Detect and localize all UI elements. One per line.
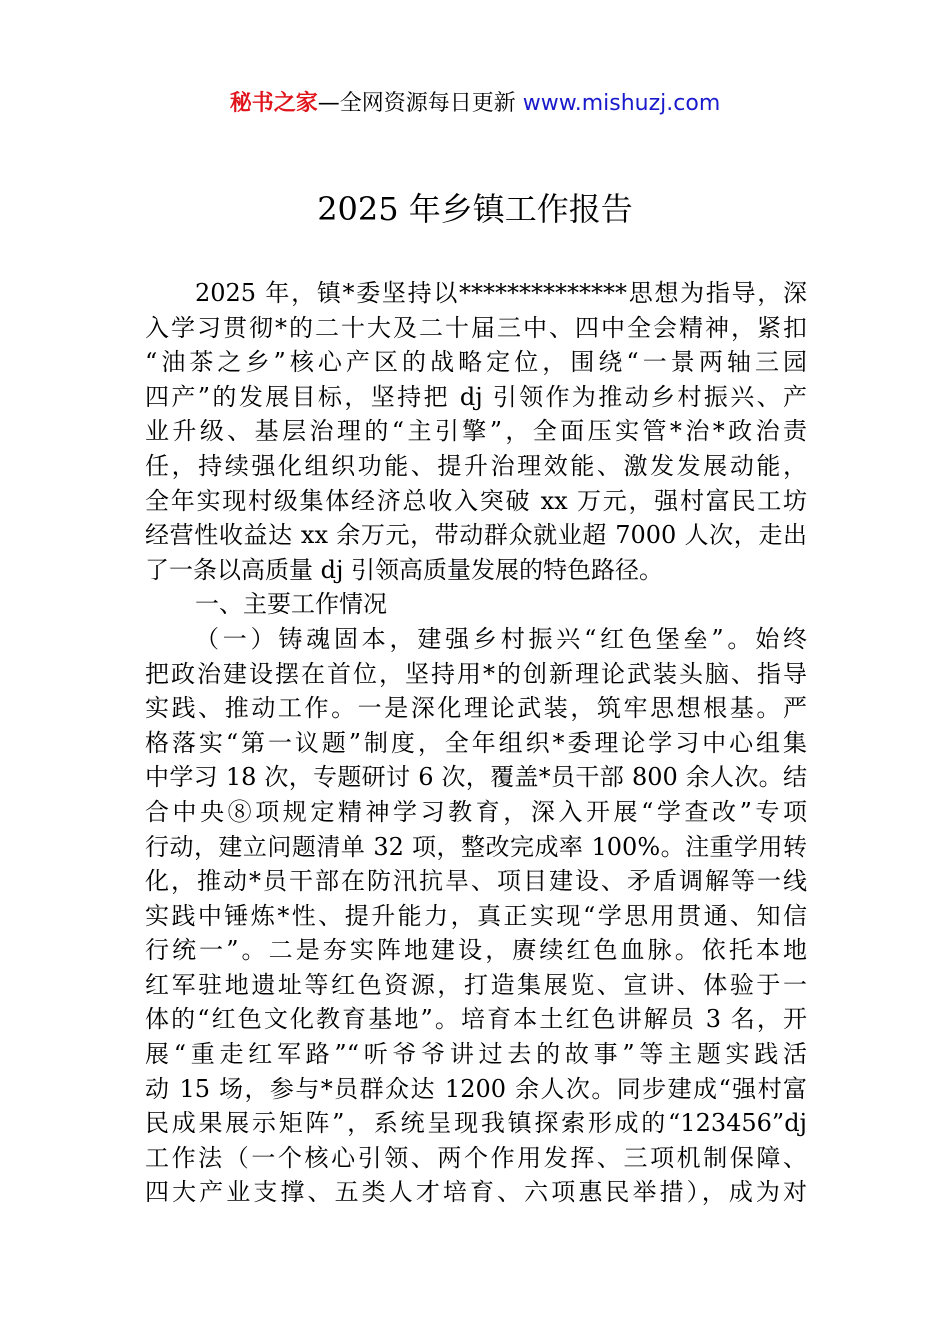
document-title: 2025 年乡镇工作报告 <box>317 190 633 228</box>
body-text-line: （一）铸魂固本，建强乡村振兴“红色堡垒”。始终 <box>195 624 807 653</box>
body-text-line: 中学习 18 次，专题研讨 6 次，覆盖*员干部 800 余人次。结 <box>145 763 807 792</box>
site-url-link[interactable]: www.mishuzj.com <box>522 91 721 116</box>
body-text-line: 全年实现村级集体经济总收入突破 xx 万元，强村富民工坊 <box>145 486 807 515</box>
body-text-line: 红军驻地遗址等红色资源，打造集展览、宣讲、体验于一 <box>145 970 807 999</box>
body-text-line: 体的“红色文化教育基地”。培育本土红色讲解员 3 名，开 <box>145 1005 807 1034</box>
body-text-line: 格落实“第一议题”制度，全年组织*委理论学习中心组集 <box>145 728 807 757</box>
body-text-line: 四大产业支撑、五类人才培育、六项惠民举措），成为对 <box>145 1178 807 1207</box>
body-text-line: 任，持续强化组织功能、提升治理效能、激发发展动能， <box>145 451 807 480</box>
body-text-line: 2025 年，镇*委坚持以**************思想为指导，深 <box>195 279 807 307</box>
body-text-line: 入学习贯彻*的二十大及二十届三中、四中全会精神，紧扣 <box>145 313 807 342</box>
body-text-line: 民成果展示矩阵”，系统呈现我镇探索形成的“123456”dj <box>145 1109 807 1138</box>
body-text-line: 动 15 场，参与*员群众达 1200 余人次。同步建成“强村富 <box>145 1074 807 1103</box>
site-brand: 秘书之家 <box>229 91 318 116</box>
site-header <box>0 86 950 122</box>
body-text-line: 四产”的发展目标，坚持把 dj 引领作为推动乡村振兴、产 <box>145 382 807 411</box>
body-text-line: 工作法（一个核心引领、两个作用发挥、三项机制保障、 <box>145 1143 807 1172</box>
body-text-line: 合中央⑧项规定精神学习教育，深入开展“学查改”专项 <box>145 797 807 826</box>
site-slogan: —全网资源每日更新 <box>317 91 523 116</box>
body-text-line: 了一条以高质量 dj 引领高质量发展的特色路径。 <box>145 555 664 584</box>
document-body <box>145 276 807 1210</box>
body-text-line: 经营性收益达 xx 余万元，带动群众就业超 7000 人次，走出 <box>145 521 807 550</box>
body-text-line: 实践、推动工作。一是深化理论武装，筑牢思想根基。严 <box>145 694 807 723</box>
body-text-line: 行动，建立问题清单 32 项，整改完成率 100%。注重学用转 <box>145 832 807 861</box>
body-text-line: 实践中锤炼*性、提升能力，真正实现“学思用贯通、知信 <box>145 901 807 930</box>
body-text-line: 一、主要工作情况 <box>195 590 387 619</box>
body-text-line: 业升级、基层治理的“主引擎”，全面压实管*治*政治责 <box>145 417 807 446</box>
body-text-line: 展“重走红军路”“听爷爷讲过去的故事”等主题实践活 <box>145 1040 807 1069</box>
body-text-line: “油茶之乡”核心产区的战略定位，围绕“一景两轴三园 <box>145 348 807 377</box>
body-text-line: 把政治建设摆在首位，坚持用*的创新理论武装头脑、指导 <box>145 659 807 688</box>
body-text-line: 行统一”。二是夯实阵地建设，赓续红色血脉。依托本地 <box>145 936 807 965</box>
body-text-line: 化，推动*员干部在防汛抗旱、项目建设、矛盾调解等一线 <box>145 867 807 896</box>
